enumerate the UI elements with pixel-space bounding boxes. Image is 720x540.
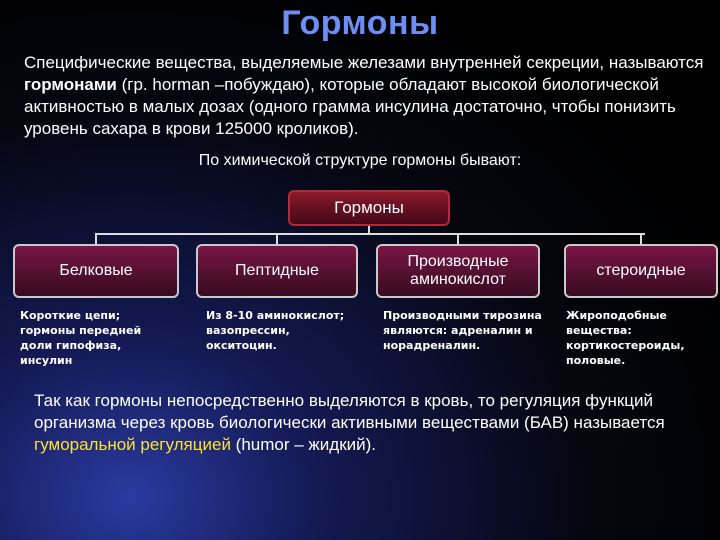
category-label: Пептидные: [235, 262, 319, 279]
intro-text-1: Специфические вещества, выделяемые железами внутренней секреции, называются: [24, 53, 704, 72]
highlight-term: гуморальной регуляцией: [34, 435, 231, 454]
category-steroid-box: [564, 244, 718, 298]
diagram-heading: По химической структуре гормоны бывают:: [198, 152, 522, 169]
category-protein-box: [13, 244, 179, 298]
category-label: стероидные: [596, 262, 686, 279]
root-label: Гормоны: [334, 198, 404, 217]
page-title: Гормоны: [281, 4, 439, 42]
outro-text-1: Так как гормоны непосредственно выделяются в кровь, то регуляция функций организма через кровь биологически активными веществами (БАВ) называется: [34, 391, 665, 432]
intro-paragraph: [24, 52, 704, 140]
category-peptide-box: [196, 244, 358, 298]
category-label: Белковые: [59, 262, 133, 279]
category-amino-derivative-box: [376, 244, 540, 298]
conclusion-paragraph: [34, 390, 710, 456]
hormones-root-box: [288, 190, 450, 226]
category-label: Производные аминокислот: [407, 253, 509, 288]
connector-horizontal: [95, 233, 645, 235]
category-desc-amino-derivative: Производными тирозина являются: адреналин и норадреналин.: [383, 309, 542, 352]
intro-term: гормонами: [24, 75, 117, 94]
outro-text-2: (humor – жидкий).: [230, 435, 377, 454]
category-desc-steroid: Жироподобные вещества: кортикостероиды, половые.: [566, 309, 685, 367]
intro-text-2: (гр. horman –побуждаю), которые обладают высокой биологической активностью в малых дозах (одного грамма инсулина достаточно, чтобы понизить уровень сахара в крови 125000 кроликов).: [24, 75, 676, 138]
category-desc-protein: Короткие цепи; гормоны передней доли гипофиза, инсулин: [20, 309, 142, 367]
category-desc-peptide: Из 8-10 аминокислот; вазопрессин, окситоцин.: [206, 309, 345, 352]
